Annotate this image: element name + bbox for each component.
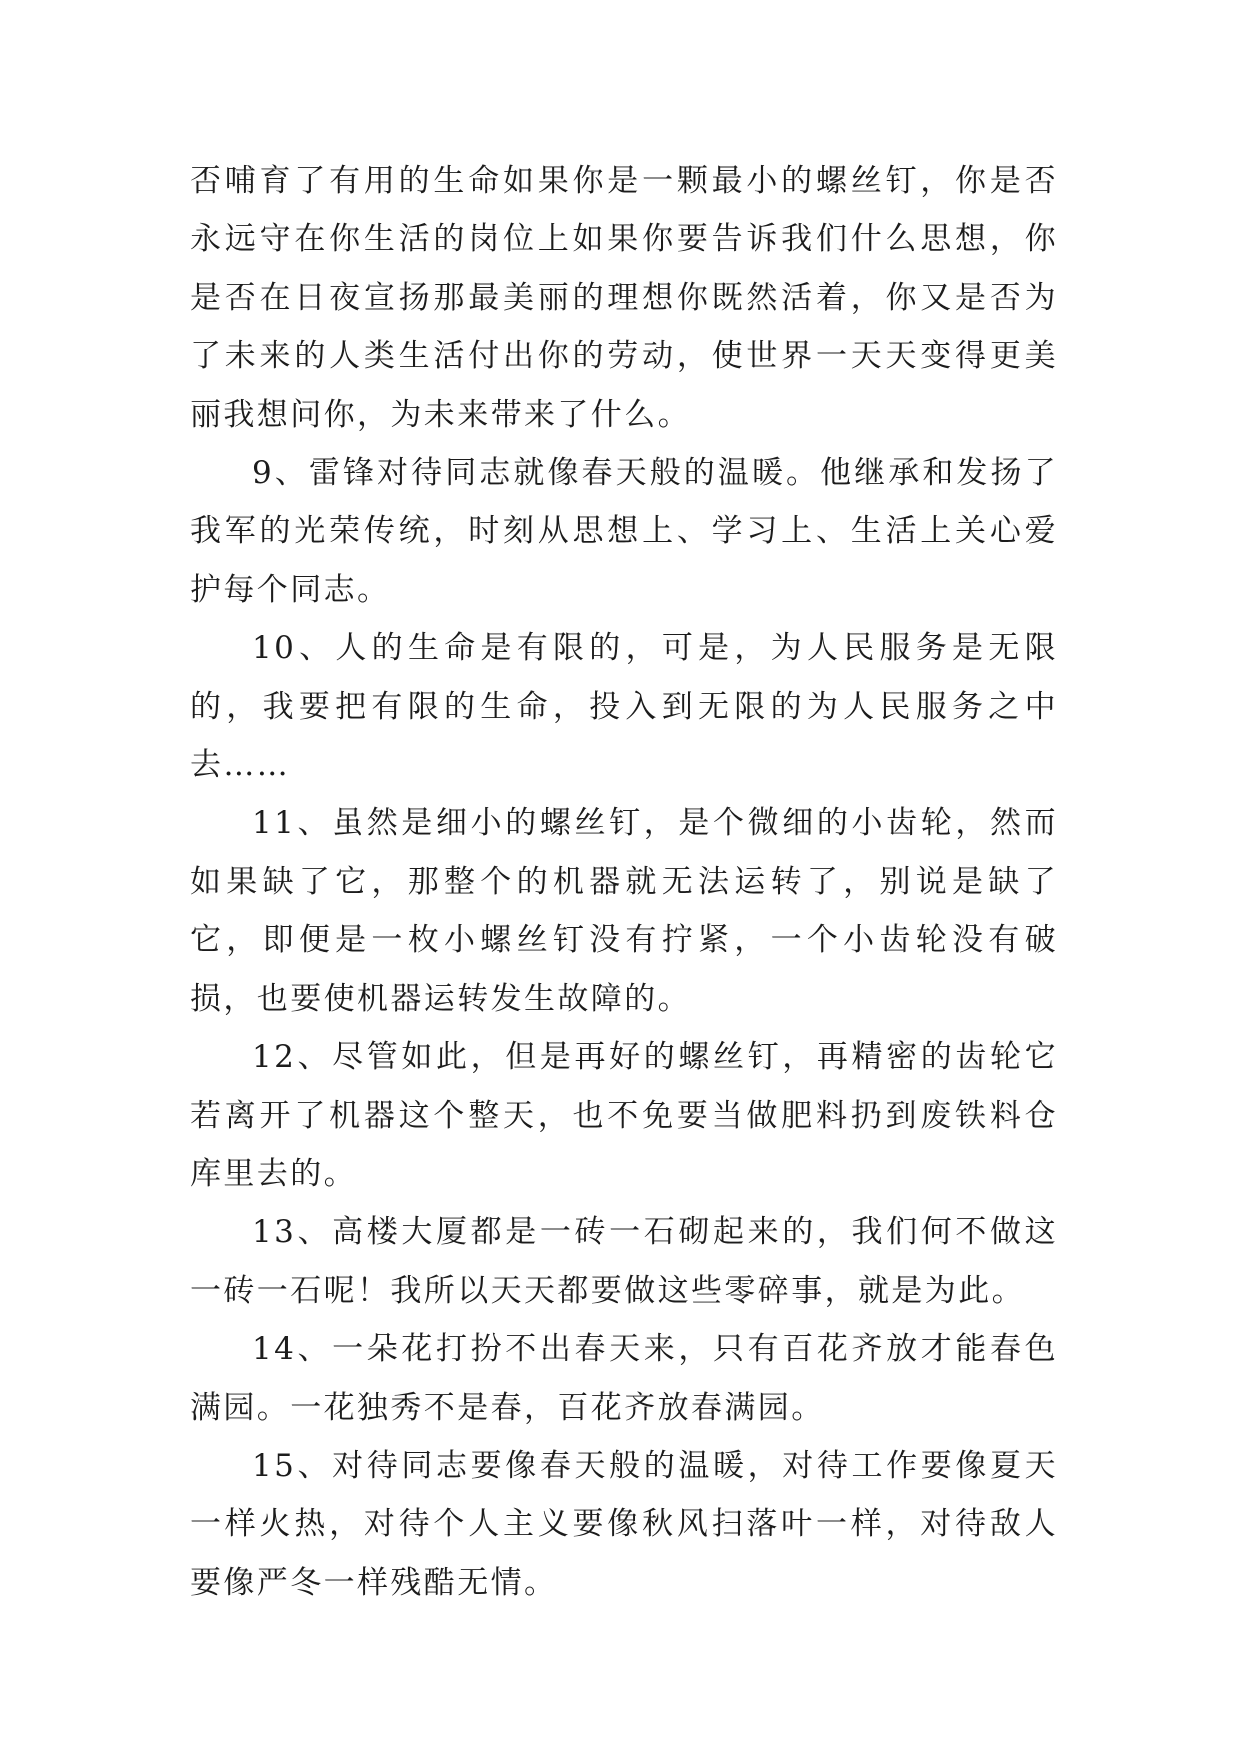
paragraph-item-11: 11、虽然是细小的螺丝钉，是个微细的小齿轮，然而如果缺了它，那整个的机器就无法运转了，别说是缺了它，即便是一枚小螺丝钉没有拧紧，一个小齿轮没有破损，也要使机器运转发生故障的。: [190, 805, 1058, 1017]
paragraph-item-14: 14、一朵花打扮不出春天来，只有百花齐放才能春色满园。一花独秀不是春，百花齐放春满园。: [190, 1331, 1058, 1426]
paragraph-item-13: 13、高楼大厦都是一砖一石砌起来的，我们何不做这一砖一石呢！我所以天天都要做这些零碎事，就是为此。: [190, 1214, 1058, 1309]
paragraph-item-15: 15、对待同志要像春天般的温暖，对待工作要像夏天一样火热，对待个人主义要像秋风扫落叶一样，对待敌人要像严冬一样残酷无情。: [190, 1447, 1058, 1601]
paragraph-item-9: 9、雷锋对待同志就像春天般的温暖。他继承和发扬了我军的光荣传统，时刻从思想上、学习上、生活上关心爱护每个同志。: [190, 455, 1058, 608]
document-body: [190, 152, 1058, 1612]
paragraph-item-10: 10、人的生命是有限的，可是，为人民服务是无限的，我要把有限的生命，投入到无限的为人民服务之中去……: [190, 630, 1058, 784]
paragraph-item-12: 12、尽管如此，但是再好的螺丝钉，再精密的齿轮它若离开了机器这个整天，也不免要当做肥料扔到废铁料仓库里去的。: [190, 1039, 1058, 1192]
paragraph-continuation: 否哺育了有用的生命如果你是一颗最小的螺丝钉，你是否永远守在你生活的岗位上如果你要告诉我们什么思想，你是否在日夜宣扬那最美丽的理想你既然活着，你又是否为了未来的人类生活付出你的劳动，使世界一天天变得更美丽我想问你，为未来带来了什么。: [190, 163, 1058, 433]
